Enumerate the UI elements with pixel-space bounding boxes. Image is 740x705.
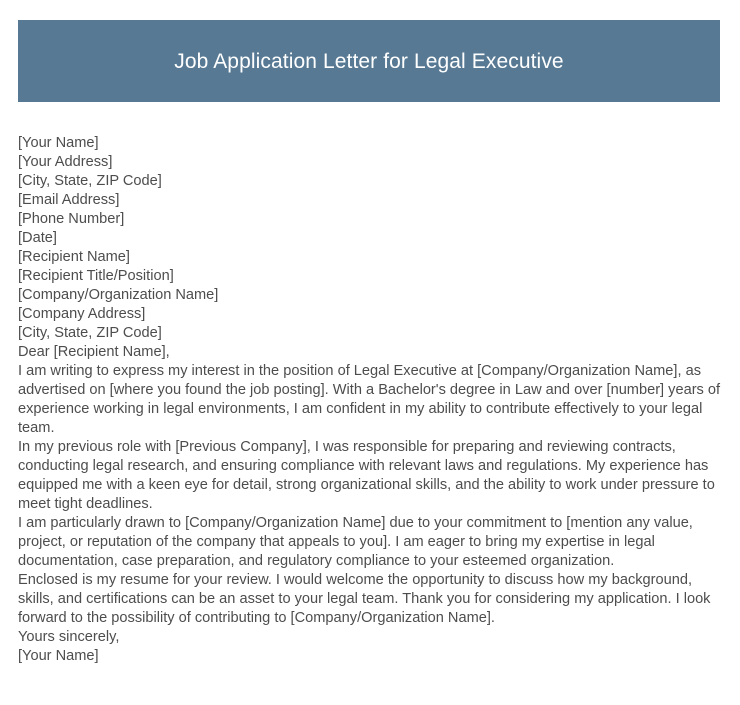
recipient-line: [Company Address] [18,306,146,322]
recipient-line: [City, State, ZIP Code] [18,325,162,341]
page-title: Job Application Letter for Legal Executive [174,49,564,73]
sender-line: [Date] [18,230,57,246]
recipient-line: [Recipient Name] [18,249,130,265]
sender-line: [Your Address] [18,154,113,170]
letter-paragraph: I am writing to express my interest in the position of Legal Executive at [Company/Organization Name], as advertised on [where you found the job posting]. With a Bachelor's degree in Law and over [number] years of experience working in legal environments, I am confident in my ability to contribute effectively to your legal team. [18,363,721,436]
letter-paragraph: In my previous role with [Previous Company], I was responsible for preparing and reviewing contracts, conducting legal research, and ensuring compliance with relevant laws and regulations. My experience has equipped me with a keen eye for detail, strong organizational skills, and the ability to work under pressure to meet tight deadlines. [18,439,715,512]
sender-address-block [18,134,722,248]
salutation: Dear [Recipient Name], [18,344,170,360]
document-header-banner [18,20,720,102]
sender-line: [Your Name] [18,135,99,151]
recipient-line: [Company/Organization Name] [18,287,219,303]
recipient-line: [Recipient Title/Position] [18,268,174,284]
letter-paragraph: I am particularly drawn to [Company/Organization Name] due to your commitment to [mention any value, project, or reputation of the company that appeals to you]. I am eager to bring my expertise in legal documentation, case preparation, and regulatory compliance to your esteemed organization. [18,515,693,569]
signature-name: [Your Name] [18,648,99,664]
sender-line: [Phone Number] [18,211,125,227]
sender-line: [City, State, ZIP Code] [18,173,162,189]
closing-salutation: Yours sincerely, [18,629,120,645]
recipient-address-block [18,248,722,343]
sender-line: [Email Address] [18,192,120,208]
letter-body [18,134,722,666]
letter-paragraph: Enclosed is my resume for your review. I would welcome the opportunity to discuss how my background, skills, and certifications can be an asset to your legal team. Thank you for considering my application. I look forward to the possibility of contributing to [Company/Organization Name]. [18,572,711,626]
